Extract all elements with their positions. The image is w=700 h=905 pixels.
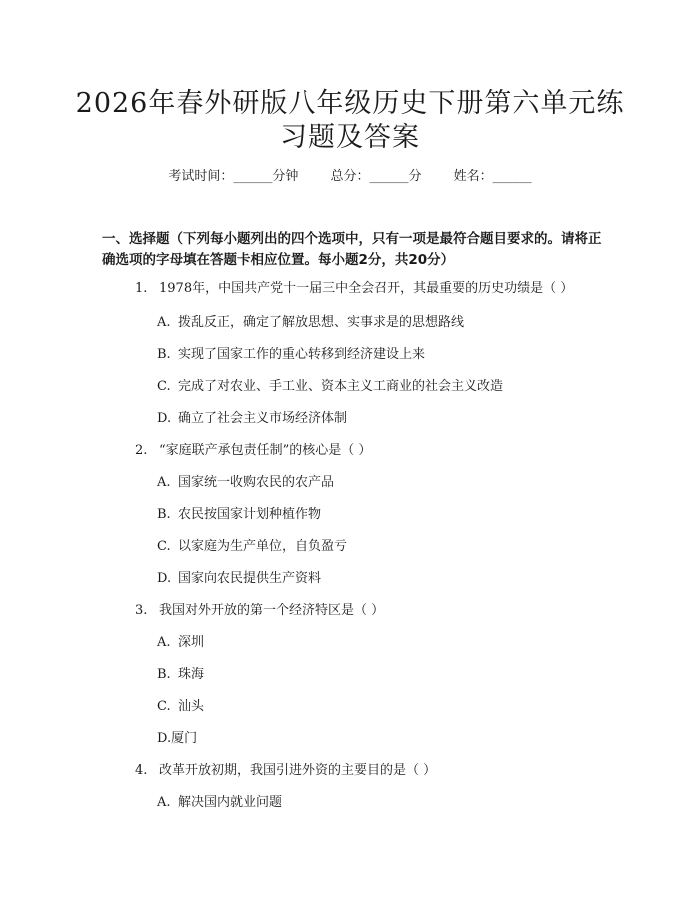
question-1 <box>135 280 573 298</box>
document-title-line2: 习题及答案 <box>280 122 420 153</box>
question-3-option-a <box>157 634 204 652</box>
option-text: 国家统一收购农民的农产品 <box>178 475 335 490</box>
question-2 <box>135 442 371 460</box>
option-letter: B. <box>157 347 171 362</box>
option-letter: A. <box>157 635 171 650</box>
option-letter: A. <box>157 795 171 810</box>
option-text: 完成了对农业、手工业、资本主义工商业的社会主义改造 <box>178 379 504 394</box>
question-2-option-c <box>157 538 347 556</box>
option-text: 解决国内就业问题 <box>178 795 283 810</box>
question-2-option-b <box>157 506 321 524</box>
option-letter: D. <box>157 571 172 586</box>
option-text: 确立了社会主义市场经济体制 <box>178 411 348 426</box>
option-letter: C. <box>157 699 171 714</box>
document-title-line1: 2026年春外研版八年级历史下册第六单元练 <box>75 88 625 119</box>
question-3-option-c <box>157 698 204 716</box>
question-3-option-d <box>157 730 197 748</box>
option-letter: D. <box>157 731 172 746</box>
option-text: 汕头 <box>178 699 205 714</box>
question-number: 1. <box>135 281 148 296</box>
option-text: 深圳 <box>178 635 205 650</box>
option-text: 拨乱反正，确定了解放思想、实事求是的思想路线 <box>178 315 465 330</box>
question-2-option-d <box>157 570 321 588</box>
option-letter: A. <box>157 475 171 490</box>
question-text: 改革开放初期，我国引进外资的主要目的是（ ） <box>159 763 437 778</box>
question-3-option-b <box>157 666 204 684</box>
option-letter: A. <box>157 315 171 330</box>
option-letter: C. <box>157 379 171 394</box>
option-letter: D. <box>157 411 172 426</box>
exam-score-field: 总分：______分 <box>330 169 422 184</box>
exam-time-field: 考试时间：______分钟 <box>168 169 299 184</box>
question-1-option-c <box>157 378 503 396</box>
option-text: 农民按国家计划种植作物 <box>178 507 322 522</box>
exam-info <box>0 168 700 186</box>
question-4-option-a <box>157 794 282 812</box>
question-3 <box>135 602 384 620</box>
question-number: 2. <box>135 443 148 458</box>
question-number: 3. <box>135 603 148 618</box>
option-text: 以家庭为生产单位，自负盈亏 <box>178 539 348 554</box>
option-text: 珠海 <box>178 667 205 682</box>
question-text: 1978年，中国共产党十一届三中全会召开，其最重要的历史功绩是（ ） <box>159 281 574 296</box>
question-text: 我国对外开放的第一个经济特区是（ ） <box>159 603 385 618</box>
question-2-option-a <box>157 474 334 492</box>
question-1-option-b <box>157 346 425 364</box>
question-1-option-a <box>157 314 464 332</box>
question-number: 4. <box>135 763 148 778</box>
question-text: “家庭联产承包责任制”的核心是（ ） <box>159 443 372 458</box>
option-letter: B. <box>157 507 171 522</box>
option-text: 国家向农民提供生产资料 <box>178 571 322 586</box>
option-letter: C. <box>157 539 171 554</box>
option-letter: B. <box>157 667 171 682</box>
question-4 <box>135 762 436 780</box>
question-1-option-d <box>157 410 347 428</box>
section-heading: 一、选择题（下列每小题列出的四个选项中，只有一项是最符合题目要求的。请将正确选项的字母填在答题卡相应位置。每小题2分，共20分） <box>102 231 602 268</box>
exam-name-field: 姓名：______ <box>453 169 532 184</box>
option-text: 厦门 <box>171 731 198 746</box>
option-text: 实现了国家工作的重心转移到经济建设上来 <box>178 347 426 362</box>
